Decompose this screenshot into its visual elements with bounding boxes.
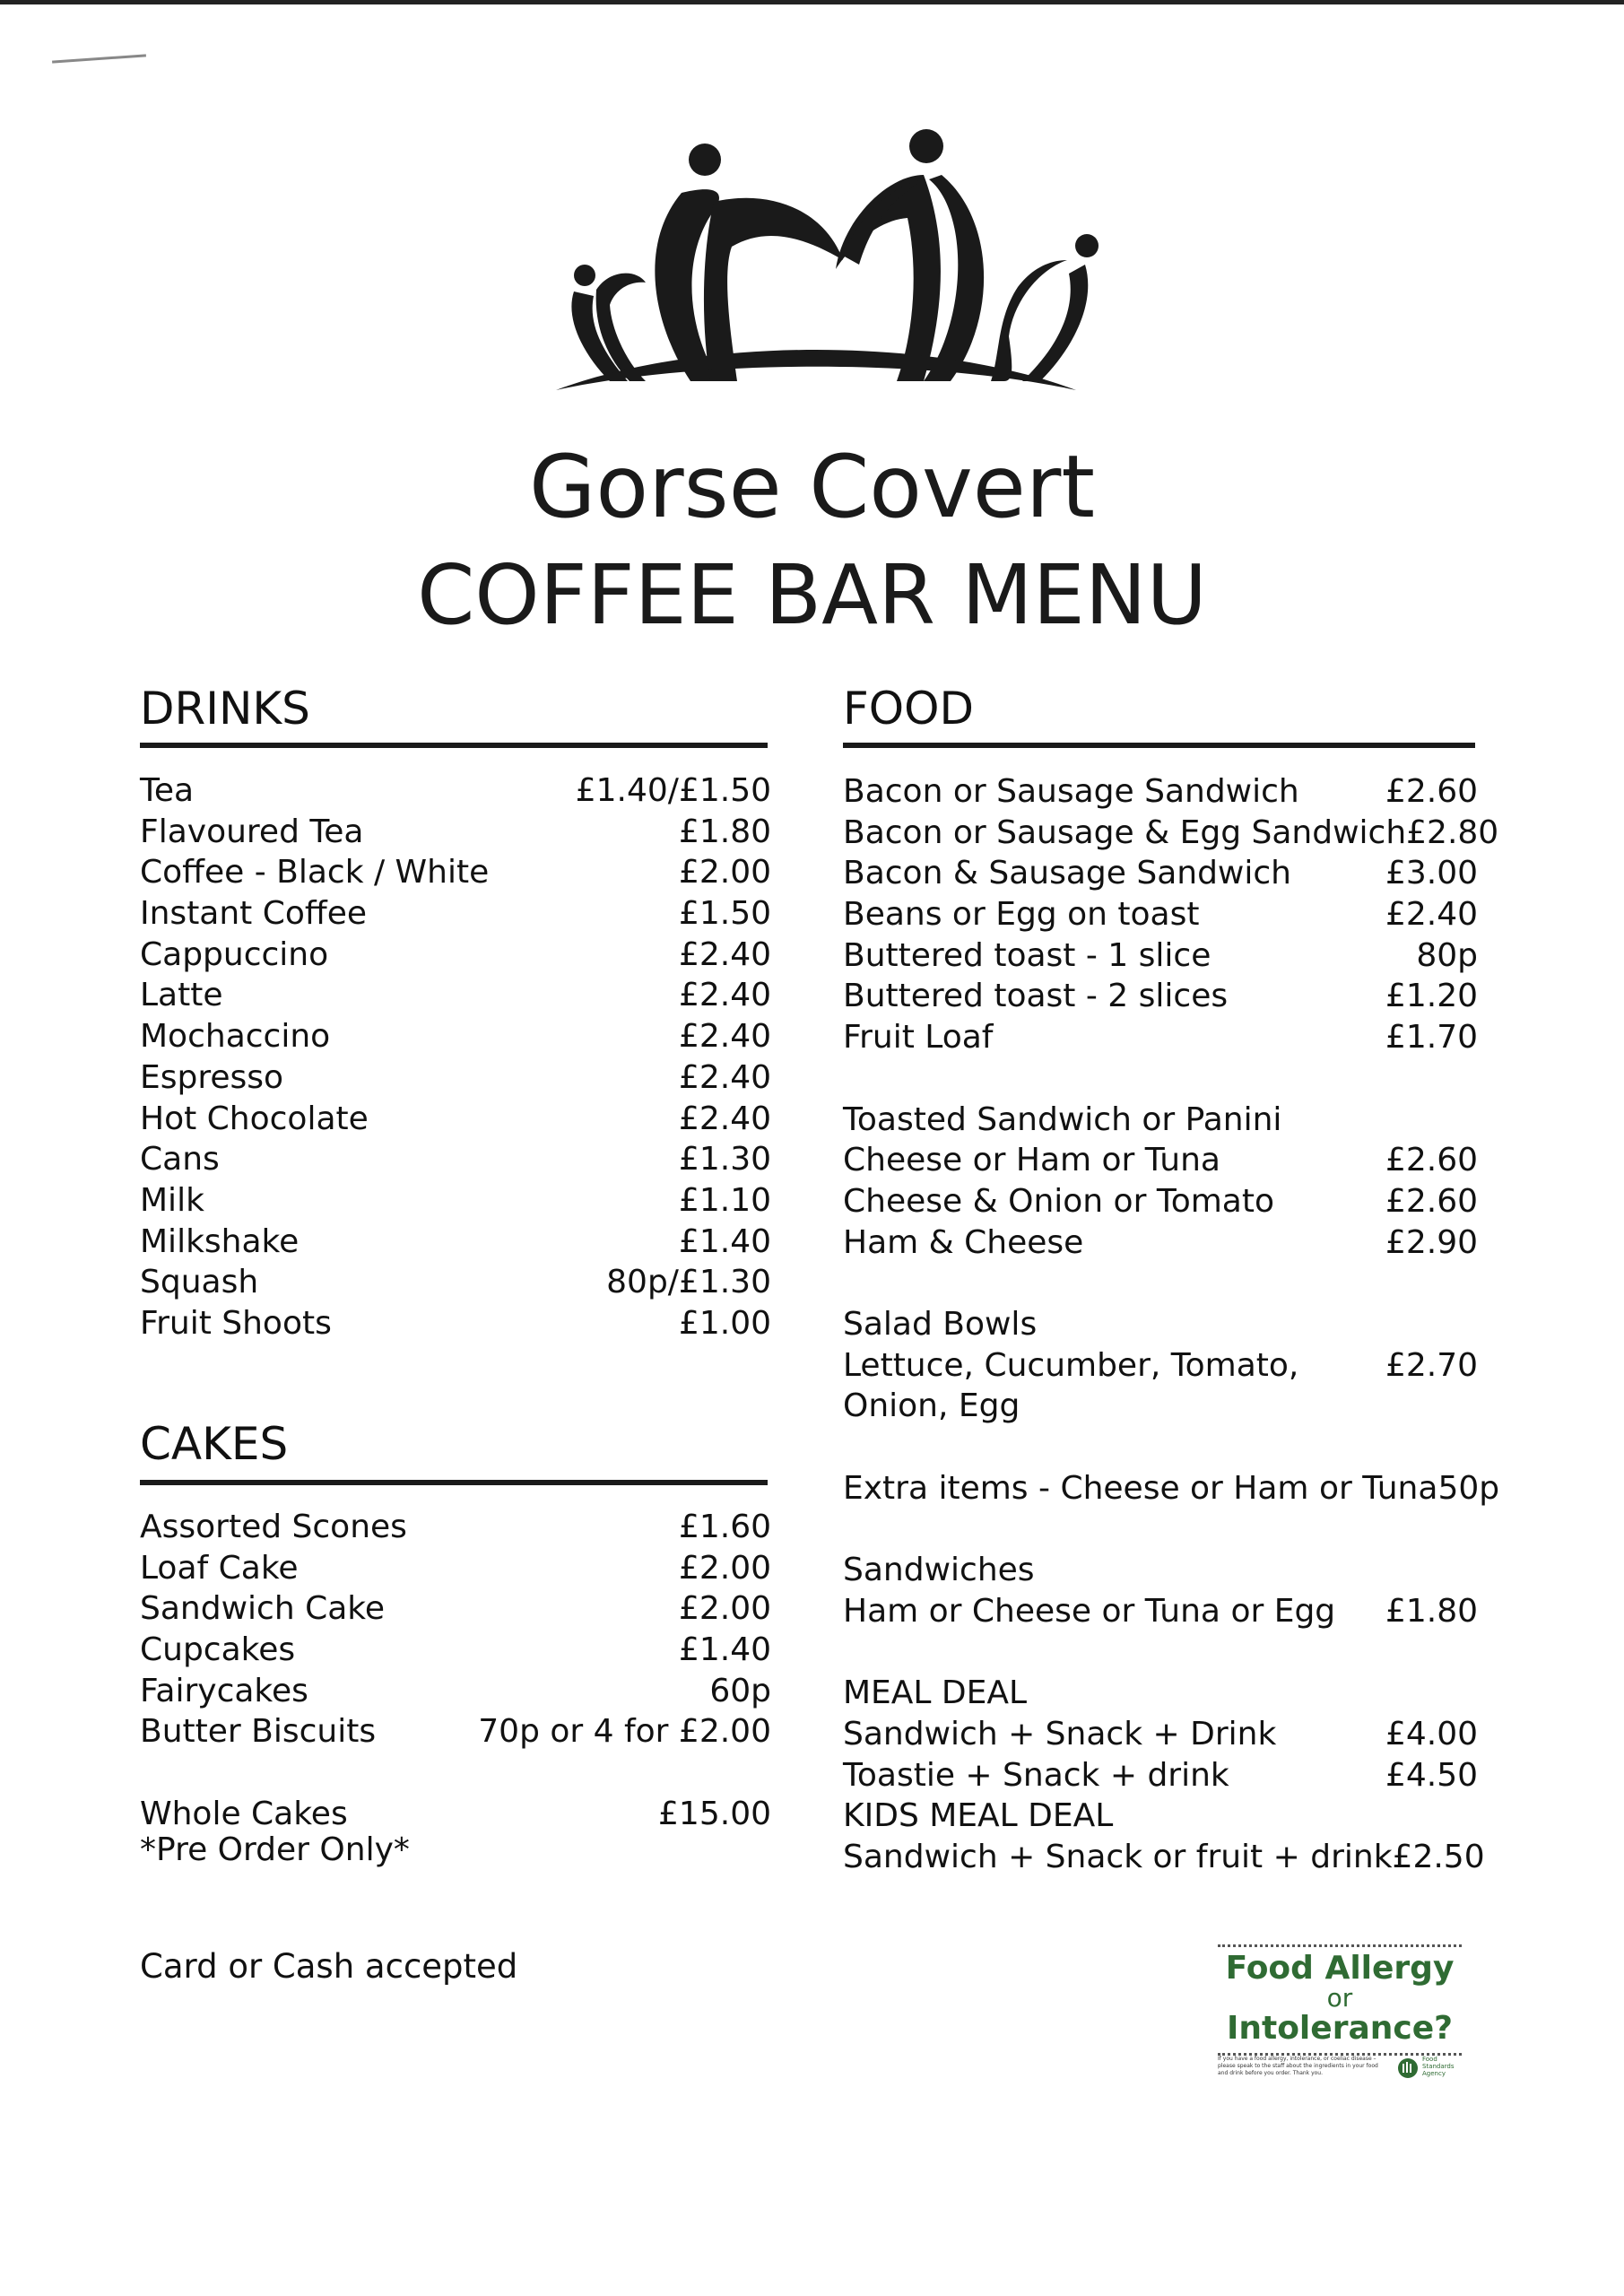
item-price: £3.00 — [1385, 855, 1478, 892]
drink-row — [140, 812, 771, 853]
food-row — [843, 771, 1478, 813]
item-name: Espresso — [140, 1058, 284, 1096]
salad-line-2: Onion, Egg — [843, 1387, 1020, 1425]
item-name: Coffee - Black / White — [140, 854, 490, 891]
item-price: 70p or 4 for £2.00 — [478, 1713, 771, 1751]
item-price: £1.80 — [678, 813, 771, 850]
item-name: Milk — [140, 1181, 204, 1219]
food-row — [843, 853, 1478, 894]
item-name: Tea — [140, 772, 195, 809]
sandwiches-title: Sandwiches — [843, 1552, 1035, 1589]
item-name: Buttered toast - 2 slices — [843, 978, 1229, 1015]
food-rule — [843, 743, 1475, 748]
item-price: £1.60 — [678, 1509, 771, 1545]
item-name: Latte — [140, 977, 223, 1014]
food-row — [843, 1017, 1478, 1058]
kids-meal-deal-title: KIDS MEAL DEAL — [843, 1797, 1114, 1835]
food-list — [843, 771, 1500, 1878]
item-name: Flavoured Tea — [140, 813, 364, 850]
cakes-rule — [140, 1480, 768, 1485]
food-row — [843, 813, 1499, 854]
item-name: Squash — [140, 1264, 259, 1301]
salad-line-1: Lettuce, Cucumber, Tomato, — [843, 1346, 1299, 1384]
item-price: £1.30 — [678, 1141, 771, 1178]
item-price: £1.40 — [678, 1631, 771, 1669]
whole-cakes-price: £15.00 — [658, 1796, 771, 1832]
item-price: £2.00 — [678, 854, 771, 891]
extra-items-name: Extra items - Cheese or Ham or Tuna — [843, 1469, 1438, 1507]
scan-mark — [52, 54, 146, 63]
fsa-logo-icon — [1397, 2057, 1419, 2079]
item-name: Instant Coffee — [140, 895, 368, 933]
item-name: Cappuccino — [140, 935, 329, 973]
cake-row — [140, 1507, 771, 1548]
item-name: Bacon or Sausage Sandwich — [843, 773, 1299, 810]
drinks-rule — [140, 743, 768, 748]
item-price: £1.50 — [678, 895, 771, 933]
item-name: Fairycakes — [140, 1672, 308, 1709]
item-price: £2.00 — [678, 1549, 771, 1587]
item-price: £2.40 — [678, 977, 771, 1014]
item-name: Ham or Cheese or Tuna or Egg — [843, 1592, 1336, 1630]
item-name: Sandwich + Snack + Drink — [843, 1715, 1277, 1752]
allergy-notice — [1218, 1944, 1462, 2099]
item-price: £2.60 — [1385, 1142, 1478, 1179]
drink-row — [140, 1262, 771, 1303]
item-price: £2.40 — [678, 1058, 771, 1096]
drink-row — [140, 1057, 771, 1099]
item-price: £1.80 — [1385, 1592, 1478, 1630]
meal-deal-row — [843, 1755, 1478, 1796]
item-price: 80p/£1.30 — [606, 1264, 771, 1301]
item-price: £4.50 — [1385, 1756, 1478, 1794]
food-row — [843, 976, 1478, 1017]
brand-name: Gorse Covert — [529, 437, 1095, 537]
extra-items-row — [843, 1468, 1500, 1509]
item-price: £1.70 — [1385, 1019, 1478, 1057]
item-name: Cheese or Ham or Tuna — [843, 1142, 1220, 1179]
toasted-row — [843, 1222, 1478, 1264]
whole-cakes — [140, 1796, 771, 1868]
item-name: Assorted Scones — [140, 1509, 407, 1545]
item-price: £2.40 — [678, 935, 771, 973]
item-name: Hot Chocolate — [140, 1100, 369, 1137]
item-name: Fruit Shoots — [140, 1304, 332, 1342]
food-row — [843, 935, 1478, 977]
item-name: Bacon & Sausage Sandwich — [843, 855, 1291, 892]
item-price: £1.20 — [1385, 978, 1478, 1015]
item-name: Ham & Cheese — [843, 1223, 1084, 1261]
item-name: Sandwich + Snack or fruit + drink — [843, 1838, 1393, 1875]
crown-logo-icon — [502, 112, 1130, 444]
food-heading: FOOD — [843, 683, 974, 735]
item-price: £2.50 — [1392, 1838, 1485, 1875]
item-price: £2.40 — [1385, 896, 1478, 934]
item-price: £2.90 — [1385, 1223, 1478, 1261]
drink-row — [140, 935, 771, 976]
menu-title: COFFEE BAR MENU — [417, 547, 1207, 643]
item-price: £1.00 — [678, 1304, 771, 1342]
item-name: Cheese & Onion or Tomato — [843, 1182, 1274, 1220]
item-price: £2.40 — [678, 1100, 771, 1137]
drink-row — [140, 1303, 771, 1344]
allergy-line-3: Intolerance? — [1226, 2010, 1454, 2047]
salad-title: Salad Bowls — [843, 1305, 1038, 1343]
toasted-row — [843, 1181, 1478, 1222]
allergy-fine-print: If you have a food allergy, intolerance, or coeliac disease – please speak to the staff about the ingredients in your food and drink before you order. Thank you. — [1218, 2056, 1378, 2076]
item-name: Butter Biscuits — [140, 1713, 377, 1751]
item-name: Bacon or Sausage & Egg Sandwich — [843, 813, 1407, 851]
food-row — [843, 894, 1478, 935]
cake-row — [140, 1671, 771, 1712]
payment-note: Card or Cash accepted — [140, 1947, 518, 1986]
extra-items-price: 50p — [1437, 1469, 1500, 1507]
item-name: Buttered toast - 1 slice — [843, 936, 1211, 974]
toasted-title: Toasted Sandwich or Panini — [843, 1100, 1282, 1138]
drinks-heading: DRINKS — [140, 683, 310, 735]
item-price: £2.80 — [1406, 813, 1499, 851]
cake-row — [140, 1588, 771, 1630]
drink-row — [140, 1222, 771, 1263]
item-name: Loaf Cake — [140, 1549, 299, 1587]
item-name: Milkshake — [140, 1222, 300, 1260]
item-price: £1.10 — [678, 1181, 771, 1219]
salad-row — [843, 1345, 1478, 1387]
drink-row — [140, 1099, 771, 1140]
item-price: £2.60 — [1385, 1182, 1478, 1220]
drink-row — [140, 893, 771, 935]
item-name: Beans or Egg on toast — [843, 896, 1200, 934]
drinks-list — [140, 770, 771, 1344]
item-name: Cupcakes — [140, 1631, 296, 1669]
item-price: £4.00 — [1385, 1715, 1478, 1752]
item-price: £1.40 — [678, 1222, 771, 1260]
item-name: Fruit Loaf — [843, 1019, 994, 1057]
item-price: 80p — [1416, 936, 1478, 974]
whole-cakes-name: Whole Cakes — [140, 1796, 348, 1832]
item-name: Cans — [140, 1141, 220, 1178]
item-price: £2.60 — [1385, 773, 1478, 810]
cake-row — [140, 1711, 771, 1752]
toasted-row — [843, 1140, 1478, 1181]
sandwich-row — [843, 1591, 1478, 1632]
allergy-line-2: or — [1326, 1983, 1353, 2013]
drink-row — [140, 1180, 771, 1222]
scan-top-edge — [0, 0, 1624, 4]
allergy-line-1: Food Allergy — [1225, 1950, 1455, 1987]
kids-meal-deal-row — [843, 1837, 1485, 1878]
cake-row — [140, 1630, 771, 1671]
cakes-list — [140, 1507, 771, 1752]
item-price: £2.00 — [678, 1590, 771, 1628]
item-name: Mochaccino — [140, 1018, 331, 1056]
item-price: £1.40/£1.50 — [575, 772, 771, 809]
whole-cakes-note: *Pre Order Only* — [140, 1831, 410, 1868]
item-price: £2.40 — [678, 1018, 771, 1056]
allergy-top-border — [1218, 1944, 1462, 1947]
meal-deal-row — [843, 1714, 1478, 1755]
meal-deal-title: MEAL DEAL — [843, 1674, 1028, 1712]
salad-price: £2.70 — [1385, 1346, 1478, 1384]
item-name: Sandwich Cake — [140, 1590, 385, 1628]
cakes-heading: CAKES — [140, 1418, 289, 1470]
drink-row — [140, 975, 771, 1016]
item-price: 60p — [709, 1672, 771, 1709]
cake-row — [140, 1548, 771, 1589]
drink-row — [140, 852, 771, 893]
drink-row — [140, 1139, 771, 1180]
drink-row — [140, 770, 771, 812]
fsa-agency-name: Food Standards Agency — [1422, 2056, 1455, 2077]
drink-row — [140, 1016, 771, 1057]
item-name: Toastie + Snack + drink — [843, 1756, 1229, 1794]
